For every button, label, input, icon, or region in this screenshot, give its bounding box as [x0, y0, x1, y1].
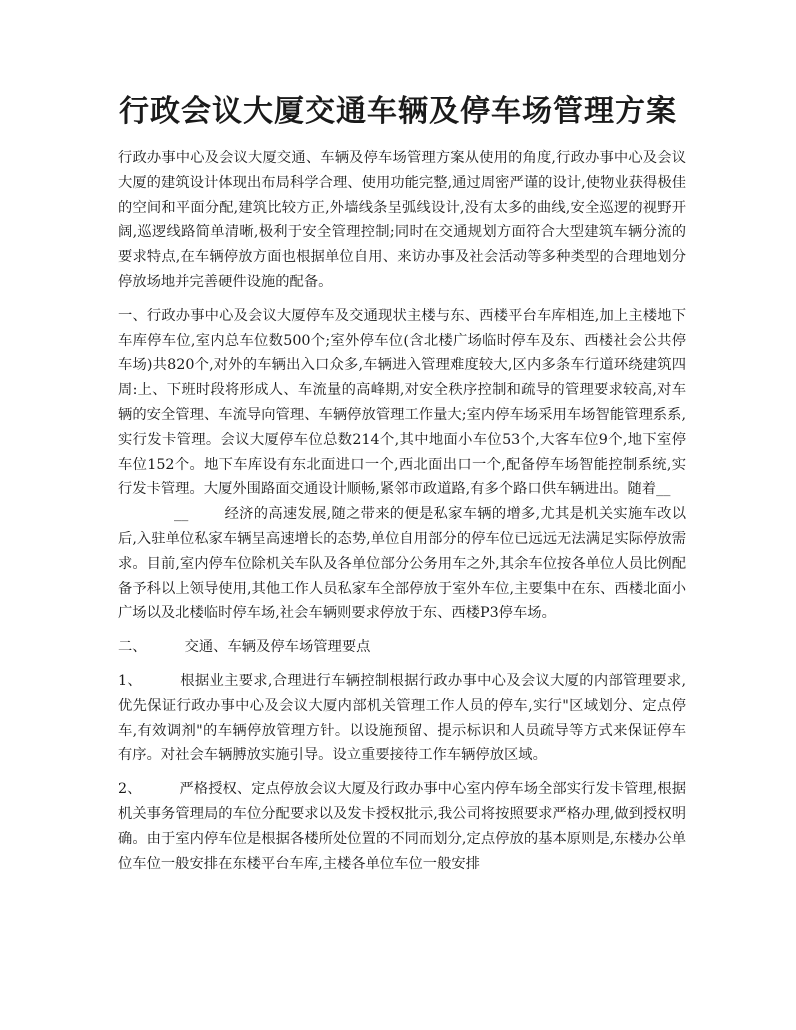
item1-text: 根据业主要求,合理进行车辆控制根据行政办事中心及会议大厦的内部管理要求,优先保证行政办事中心及会议大厦内部机关管理工作人员的停车,实行"区域划分、定点停车,有效调剂"的车辆停放管理方针。以设施预留、提示标识和人员疏导等方式来保证停车有序。对社会车辆膊放实施引导。设立重要接待工作车辆停放区域。: [118, 672, 686, 764]
document-title: 行政会议大厦交通车辆及停车场管理方案: [119, 94, 677, 129]
item2-text: 严格授权、定点停放会议大厦及行政办事中心室内停车场全部实行发卡管理,根据机关事务管理局的车位分配要求以及发卡授权批示,我公司将按照要求严格办理,做到授权明确。由于室内停车位是根据各楼所处位置的不同而划分,定点停放的基本原则是,东楼办公单位车位一般安排在东楼平台车库,主楼各单位车位一般安排: [118, 781, 686, 872]
section1-continuation: [118, 502, 686, 626]
section1-continuation-text: 经济的高速发展,随之带来的便是私家车辆的增多,尤其是机关实施车改以后,入驻单位私家车辆呈高速增长的态势,单位自用部分的停车位已远远无法满足实际停放需求。目前,室内停车位除机关车队及各单位部分公务用车之外,其余车位按各单位人员比例配备予科以上领导使用,其他工作人员私家车全部停放于室外车位,主要集中在东、西楼北面小广场以及北楼临时停车场,社会车辆则要求停放于东、西楼P3停车场。: [118, 506, 686, 622]
section2-number: 二、: [118, 639, 147, 656]
section2-heading: [118, 635, 686, 660]
intro-paragraph: 行政办事中心及会议大厦交通、车辆及停车场管理方案从使用的角度,行政办事中心及会议大厦的建筑设计体现出布局科学合理、使用功能完整,通过周密严谨的设计,使物业获得极佳的空间和平面分配,建筑比较方正,外墙线条呈弧线设计,没有太多的曲线,安全巡逻的视野开阔,巡逻线路简单清晰,极利于安全管理控制;同时在交通规划方面符合大型建筑车辆分流的要求特点,在车辆停放方面也根据单位自用、来访办事及社会活动等多种类型的合理地划分停放场地并完善硬件设施的配备。: [118, 150, 686, 290]
item2-number: 2、: [118, 781, 142, 798]
item2-paragraph: [118, 777, 686, 876]
item1-paragraph: [118, 669, 686, 768]
section1-paragraph: 一、行政办事中心及会议大厦停车及交通现状主楼与东、西楼平台车库相连,加上主楼地下车库停车位,室内总车位数500个;室外停车位(含北楼广场临时停车及东、西楼社会公共停车场)共820个,对外的车辆出入口众多,车辆进入管理难度较大,区内多条车行道环绕建筑四周:上、下班时段将形成人、车流量的高峰期,对安全秩序控制和疏导的管理要求较高,对车辆的安全管理、车流导向管理、车辆停放管理工作量大;室内停车场采用车场智能管理系系,实行发卡管理。会议大厦停车位总数214个,其中地面小车位53个,大客车位9个,地下室停车位152个。地下车库设有东北面进口一个,西北面出口一个,配备停车场智能控制系统,实行发卡管理。大厦外围路面交通设计顺畅,紧邻市政道路,有多个路口供车辆进出。随着__: [118, 307, 686, 498]
item1-number: 1、: [118, 672, 142, 689]
document-body: [118, 146, 686, 885]
section2-title: 交通、车辆及停车场管理要点: [184, 639, 371, 656]
blank-mark: __: [174, 506, 189, 523]
